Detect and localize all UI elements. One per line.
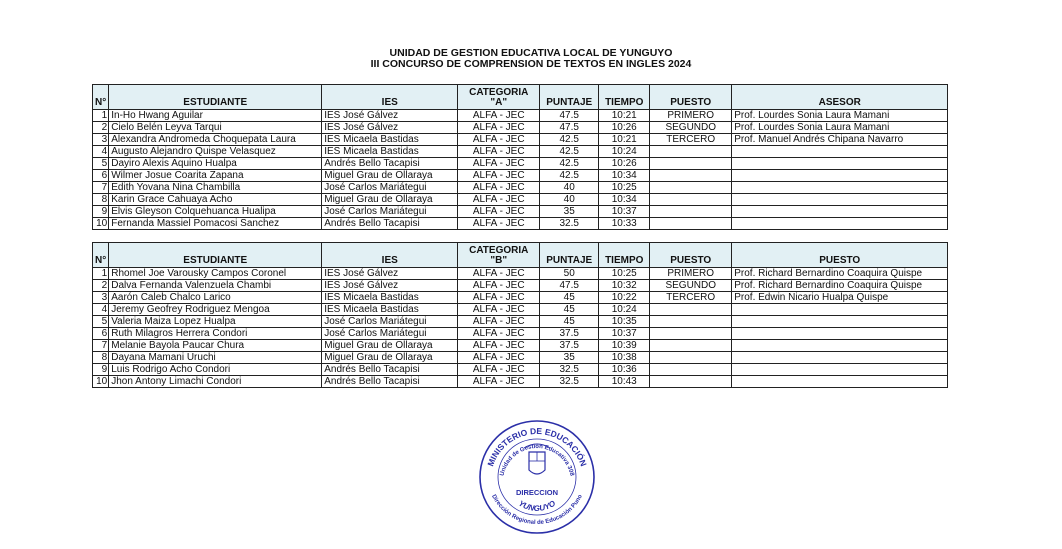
school-cell: Andrés Bello Tacapisi — [322, 364, 458, 376]
school-cell: IES Micaela Bastidas — [322, 146, 458, 158]
category-label: CATEGORIA — [469, 87, 529, 98]
table-a-header-row — [93, 85, 948, 110]
time-cell: 10:32 — [599, 280, 650, 292]
category-cell: ALFA - JEC — [458, 304, 540, 316]
student-name-cell: Ruth Milagros Herrera Condori — [109, 328, 322, 340]
time-cell: 10:39 — [599, 340, 650, 352]
col-header-category — [458, 243, 540, 268]
category-cell: ALFA - JEC — [458, 280, 540, 292]
seal-drawing — [480, 421, 594, 533]
school-cell: IES José Gálvez — [322, 110, 458, 122]
score-cell: 42.5 — [540, 146, 599, 158]
time-cell: 10:37 — [599, 206, 650, 218]
row-number-cell: 9 — [93, 206, 109, 218]
time-cell: 10:21 — [599, 110, 650, 122]
school-cell: Andrés Bello Tacapisi — [322, 218, 458, 230]
table-row — [93, 146, 948, 158]
category-cell: ALFA - JEC — [458, 328, 540, 340]
results-table-category-b — [92, 242, 948, 388]
score-cell: 35 — [540, 352, 599, 364]
table-row — [93, 182, 948, 194]
row-number-cell: 7 — [93, 182, 109, 194]
seal-bottom-text: Dirección Regional de Educación Puno — [490, 493, 584, 527]
category-cell: ALFA - JEC — [458, 352, 540, 364]
score-cell: 47.5 — [540, 110, 599, 122]
col-header-score: PUNTAJE — [540, 243, 599, 268]
place-cell: TERCERO — [650, 134, 732, 146]
score-cell: 40 — [540, 194, 599, 206]
school-cell: IES Micaela Bastidas — [322, 304, 458, 316]
row-number-cell: 2 — [93, 280, 109, 292]
student-name-cell: Dalva Fernanda Valenzuela Chambi — [109, 280, 322, 292]
col-header-score: PUNTAJE — [540, 85, 599, 110]
score-cell: 47.5 — [540, 122, 599, 134]
school-cell: IES José Gálvez — [322, 280, 458, 292]
col-header-school: IES — [322, 85, 458, 110]
score-cell: 42.5 — [540, 158, 599, 170]
place-cell: PRIMERO — [650, 268, 732, 280]
score-cell: 45 — [540, 316, 599, 328]
place-cell — [650, 328, 732, 340]
category-label: CATEGORIA — [469, 245, 529, 256]
col-header-time: TIEMPO — [599, 85, 650, 110]
student-name-cell: Jeremy Geofrey Rodriguez Mengoa — [109, 304, 322, 316]
time-cell: 10:25 — [599, 182, 650, 194]
advisor-cell — [732, 376, 948, 388]
score-cell: 42.5 — [540, 170, 599, 182]
table-row — [93, 316, 948, 328]
advisor-cell — [732, 182, 948, 194]
table-row — [93, 170, 948, 182]
official-seal-stamp — [477, 418, 597, 536]
student-name-cell: Melanie Bayola Paucar Chura — [109, 340, 322, 352]
row-number-cell: 6 — [93, 170, 109, 182]
table-row — [93, 268, 948, 280]
table-row — [93, 134, 948, 146]
advisor-cell — [732, 352, 948, 364]
student-name-cell: Elvis Gleyson Colquehuanca Hualipa — [109, 206, 322, 218]
place-cell: TERCERO — [650, 292, 732, 304]
time-cell: 10:24 — [599, 304, 650, 316]
place-cell — [650, 218, 732, 230]
document-title: UNIDAD DE GESTION EDUCATIVA LOCAL DE YUNGUYO — [389, 47, 673, 59]
score-cell: 37.5 — [540, 328, 599, 340]
seal-city-text: YUNGUYO — [516, 498, 558, 513]
school-cell: Andrés Bello Tacapisi — [322, 158, 458, 170]
time-cell: 10:43 — [599, 376, 650, 388]
score-cell: 50 — [540, 268, 599, 280]
place-cell — [650, 194, 732, 206]
place-cell: PRIMERO — [650, 110, 732, 122]
school-cell: IES José Gálvez — [322, 268, 458, 280]
place-cell — [650, 364, 732, 376]
table-b-header-row — [93, 243, 948, 268]
time-cell: 10:22 — [599, 292, 650, 304]
school-cell: Miguel Grau de Ollaraya — [322, 170, 458, 182]
school-cell: José Carlos Mariátegui — [322, 182, 458, 194]
place-cell — [650, 316, 732, 328]
student-name-cell: Rhomel Joe Varousky Campos Coronel — [109, 268, 322, 280]
category-cell: ALFA - JEC — [458, 376, 540, 388]
advisor-cell — [732, 364, 948, 376]
score-cell: 40 — [540, 182, 599, 194]
table-row — [93, 376, 948, 388]
category-cell: ALFA - JEC — [458, 268, 540, 280]
student-name-cell: Dayiro Alexis Aquino Hualpa — [109, 158, 322, 170]
col-header-advisor: ASESOR — [732, 85, 948, 110]
student-name-cell: Luis Rodrigo Acho Condori — [109, 364, 322, 376]
row-number-cell: 5 — [93, 158, 109, 170]
advisor-cell: Prof. Lourdes Sonia Laura Mamani — [732, 122, 948, 134]
time-cell: 10:24 — [599, 146, 650, 158]
time-cell: 10:21 — [599, 134, 650, 146]
place-cell — [650, 376, 732, 388]
advisor-cell — [732, 194, 948, 206]
seal-text — [485, 426, 588, 526]
school-cell: Andrés Bello Tacapisi — [322, 376, 458, 388]
time-cell: 10:35 — [599, 316, 650, 328]
category-code: "A" — [490, 97, 508, 108]
col-header-student: ESTUDIANTE — [109, 243, 322, 268]
score-cell: 47.5 — [540, 280, 599, 292]
category-cell: ALFA - JEC — [458, 206, 540, 218]
place-cell — [650, 170, 732, 182]
advisor-cell — [732, 340, 948, 352]
advisor-cell — [732, 170, 948, 182]
advisor-cell — [732, 304, 948, 316]
school-cell: IES Micaela Bastidas — [322, 134, 458, 146]
score-cell: 32.5 — [540, 376, 599, 388]
score-cell: 45 — [540, 304, 599, 316]
col-header-advisor: PUESTO — [732, 243, 948, 268]
table-row — [93, 206, 948, 218]
score-cell: 32.5 — [540, 218, 599, 230]
place-cell — [650, 206, 732, 218]
row-number-cell: 1 — [93, 110, 109, 122]
place-cell — [650, 146, 732, 158]
student-name-cell: Karin Grace Cahuaya Acho — [109, 194, 322, 206]
score-cell: 45 — [540, 292, 599, 304]
place-cell: SEGUNDO — [650, 280, 732, 292]
category-cell: ALFA - JEC — [458, 292, 540, 304]
student-name-cell: In-Ho Hwang Aguilar — [109, 110, 322, 122]
time-cell: 10:34 — [599, 194, 650, 206]
school-cell: Miguel Grau de Ollaraya — [322, 340, 458, 352]
seal-top-text: MINISTERIO DE EDUCACIÓN — [485, 425, 589, 468]
advisor-cell: Prof. Manuel Andrés Chipana Navarro — [732, 134, 948, 146]
col-header-category — [458, 85, 540, 110]
category-cell: ALFA - JEC — [458, 158, 540, 170]
row-number-cell: 10 — [93, 218, 109, 230]
table-row — [93, 122, 948, 134]
score-cell: 37.5 — [540, 340, 599, 352]
student-name-cell: Alexandra Andromeda Choquepata Laura — [109, 134, 322, 146]
advisor-cell — [732, 218, 948, 230]
place-cell — [650, 182, 732, 194]
student-name-cell: Aarón Caleb Chalco Larico — [109, 292, 322, 304]
col-header-school: IES — [322, 243, 458, 268]
category-cell: ALFA - JEC — [458, 316, 540, 328]
col-header-place: PUESTO — [650, 243, 732, 268]
table-row — [93, 280, 948, 292]
school-cell: José Carlos Mariátegui — [322, 316, 458, 328]
time-cell: 10:26 — [599, 158, 650, 170]
table-row — [93, 218, 948, 230]
col-header-number: N° — [93, 85, 109, 110]
table-row — [93, 352, 948, 364]
advisor-cell: Prof. Richard Bernardino Coaquira Quispe — [732, 268, 948, 280]
row-number-cell: 8 — [93, 352, 109, 364]
time-cell: 10:36 — [599, 364, 650, 376]
student-name-cell: Edith Yovana Nina Chambilla — [109, 182, 322, 194]
advisor-cell: Prof. Edwin Nicario Hualpa Quispe — [732, 292, 948, 304]
time-cell: 10:34 — [599, 170, 650, 182]
row-number-cell: 6 — [93, 328, 109, 340]
row-number-cell: 2 — [93, 122, 109, 134]
school-cell: Miguel Grau de Ollaraya — [322, 352, 458, 364]
advisor-cell — [732, 206, 948, 218]
school-cell: José Carlos Mariátegui — [322, 328, 458, 340]
table-a-body — [93, 85, 948, 230]
advisor-cell — [732, 316, 948, 328]
row-number-cell: 1 — [93, 268, 109, 280]
category-cell: ALFA - JEC — [458, 170, 540, 182]
student-name-cell: Augusto Alejandro Quispe Velasquez — [109, 146, 322, 158]
score-cell: 32.5 — [540, 364, 599, 376]
time-cell: 10:38 — [599, 352, 650, 364]
row-number-cell: 3 — [93, 292, 109, 304]
student-name-cell: Valeria Maiza Lopez Hualpa — [109, 316, 322, 328]
place-cell — [650, 340, 732, 352]
col-header-time: TIEMPO — [599, 243, 650, 268]
advisor-cell — [732, 328, 948, 340]
advisor-cell: Prof. Richard Bernardino Coaquira Quispe — [732, 280, 948, 292]
category-cell: ALFA - JEC — [458, 194, 540, 206]
table-row — [93, 364, 948, 376]
time-cell: 10:37 — [599, 328, 650, 340]
student-name-cell: Dayana Mamani Uruchi — [109, 352, 322, 364]
category-code: "B" — [490, 255, 508, 266]
results-table-category-a — [92, 84, 948, 230]
time-cell: 10:26 — [599, 122, 650, 134]
seal-center-text: DIRECCION — [515, 488, 559, 497]
time-cell: 10:33 — [599, 218, 650, 230]
col-header-place: PUESTO — [650, 85, 732, 110]
school-cell: IES José Gálvez — [322, 122, 458, 134]
school-cell: José Carlos Mariátegui — [322, 206, 458, 218]
category-cell: ALFA - JEC — [458, 110, 540, 122]
school-cell: Miguel Grau de Ollaraya — [322, 194, 458, 206]
table-row — [93, 194, 948, 206]
advisor-cell — [732, 158, 948, 170]
document-subtitle: III CONCURSO DE COMPRENSION DE TEXTOS EN INGLES 2024 — [370, 58, 692, 70]
time-cell: 10:25 — [599, 268, 650, 280]
row-number-cell: 4 — [93, 304, 109, 316]
category-cell: ALFA - JEC — [458, 364, 540, 376]
category-cell: ALFA - JEC — [458, 340, 540, 352]
advisor-cell — [732, 146, 948, 158]
category-cell: ALFA - JEC — [458, 134, 540, 146]
table-b-body — [93, 243, 948, 388]
student-name-cell: Cielo Belén Leyva Tarqui — [109, 122, 322, 134]
row-number-cell: 4 — [93, 146, 109, 158]
svg-text:YUNGUYO — [517, 498, 558, 513]
student-name-cell: Wilmer Josue Coarita Zapana — [109, 170, 322, 182]
category-cell: ALFA - JEC — [458, 146, 540, 158]
place-cell — [650, 158, 732, 170]
school-cell: IES Micaela Bastidas — [322, 292, 458, 304]
col-header-student: ESTUDIANTE — [109, 85, 322, 110]
category-cell: ALFA - JEC — [458, 182, 540, 194]
advisor-cell: Prof. Lourdes Sonia Laura Mamani — [732, 110, 948, 122]
student-name-cell: Fernanda Massiel Pomacosi Sanchez — [109, 218, 322, 230]
category-cell: ALFA - JEC — [458, 122, 540, 134]
table-row — [93, 158, 948, 170]
score-cell: 42.5 — [540, 134, 599, 146]
table-row — [93, 328, 948, 340]
row-number-cell: 5 — [93, 316, 109, 328]
row-number-cell: 10 — [93, 376, 109, 388]
table-row — [93, 340, 948, 352]
score-cell: 35 — [540, 206, 599, 218]
row-number-cell: 8 — [93, 194, 109, 206]
table-row — [93, 110, 948, 122]
col-header-number: N° — [93, 243, 109, 268]
table-row — [93, 292, 948, 304]
place-cell — [650, 352, 732, 364]
row-number-cell: 9 — [93, 364, 109, 376]
place-cell — [650, 304, 732, 316]
row-number-cell: 7 — [93, 340, 109, 352]
seal-mid-text: Unidad de Gestión Educativa 308 — [499, 443, 575, 477]
table-row — [93, 304, 948, 316]
row-number-cell: 3 — [93, 134, 109, 146]
category-cell: ALFA - JEC — [458, 218, 540, 230]
student-name-cell: Jhon Antony Limachi Condori — [109, 376, 322, 388]
place-cell: SEGUNDO — [650, 122, 732, 134]
